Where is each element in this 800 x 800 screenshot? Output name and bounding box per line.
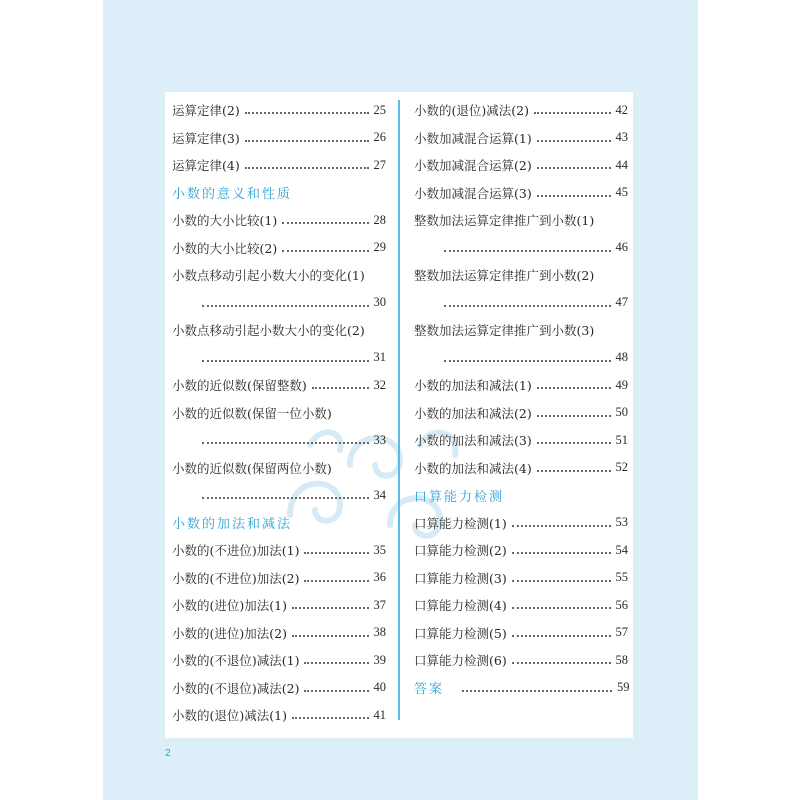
toc-page-number: 29: [373, 240, 386, 254]
toc-page-number: 57: [615, 625, 628, 639]
toc-entry[interactable]: [414, 375, 628, 395]
dot-leader: [312, 387, 369, 389]
toc-entry[interactable]: [414, 320, 628, 340]
toc-entry[interactable]: [172, 210, 386, 230]
toc-page-number: 52: [615, 460, 628, 474]
dot-leader: [534, 112, 611, 114]
toc-section-heading[interactable]: [172, 183, 292, 203]
toc-page-number: 46: [615, 240, 628, 254]
toc-entry[interactable]: [172, 375, 386, 395]
dot-leader: [245, 167, 369, 169]
toc-entry-continuation[interactable]: [172, 485, 386, 505]
toc-entry[interactable]: [414, 100, 628, 120]
toc-page-number: 49: [615, 377, 628, 392]
toc-entry[interactable]: [172, 265, 386, 285]
toc-page-number: 50: [615, 405, 628, 419]
toc-entry[interactable]: [414, 513, 628, 533]
toc-entry-continuation[interactable]: [414, 293, 628, 313]
toc-entry-title: 小数的大小比较(1): [172, 213, 278, 228]
dot-leader: [537, 140, 611, 142]
dot-leader: [537, 387, 611, 389]
toc-page-number: 58: [615, 652, 628, 667]
toc-entry-title: 运算定律(4): [172, 158, 240, 173]
toc-entry-title: 小数的(不进位)加法(1): [172, 543, 300, 558]
dot-leader: [304, 690, 368, 692]
toc-page-number: 33: [373, 432, 386, 447]
toc-section-heading[interactable]: [414, 678, 630, 698]
toc-entry-title: 小数的大小比较(2): [172, 240, 278, 256]
dot-leader: [282, 222, 368, 224]
dot-leader: [245, 140, 369, 142]
toc-entry[interactable]: [172, 595, 386, 615]
toc-entry[interactable]: [414, 155, 628, 175]
toc-page-number: 53: [615, 515, 628, 529]
toc-entry[interactable]: [172, 128, 386, 148]
toc-entry[interactable]: [172, 568, 386, 588]
toc-entry-title: 小数加减混合运算(3): [414, 185, 532, 201]
dot-leader: [304, 552, 368, 554]
toc-entry[interactable]: [172, 238, 386, 258]
toc-entry-title: 整数加法运算定律推广到小数(1): [414, 213, 595, 228]
dot-leader: [292, 607, 369, 609]
page-number: 2: [165, 748, 171, 759]
toc-page-number: 36: [373, 570, 386, 584]
dot-leader: [202, 360, 369, 362]
section-title: 小数的意义和性质: [172, 187, 293, 202]
toc-entry-title: 小数的近似数(保留两位小数): [172, 460, 332, 476]
toc-entry[interactable]: [414, 265, 628, 285]
toc-page-number: 38: [373, 625, 386, 639]
toc-entry-title: 口算能力检测(2): [414, 543, 507, 558]
dot-leader: [512, 525, 611, 527]
toc-page-number: 41: [373, 707, 386, 722]
toc-entry[interactable]: [414, 430, 628, 450]
toc-entry-title: 口算能力检测(6): [414, 653, 507, 668]
toc-entry-title: 运算定律(3): [172, 130, 240, 146]
toc-entry-title: 口算能力检测(5): [414, 625, 507, 641]
toc-entry-continuation[interactable]: [414, 238, 628, 258]
toc-entry-title: 整数加法运算定律推广到小数(3): [414, 323, 595, 338]
toc-page-number: 55: [615, 570, 628, 584]
toc-page-number: 32: [373, 377, 386, 392]
dot-leader: [537, 415, 611, 417]
toc-entry-title: 小数的加法和减法(2): [414, 405, 532, 421]
toc-entry[interactable]: [172, 678, 386, 698]
dot-leader: [202, 305, 369, 307]
toc-page-number: 39: [373, 652, 386, 667]
toc-entry-title: 小数的(进位)加法(2): [172, 625, 287, 641]
toc-entry-title: 口算能力检测(4): [414, 598, 507, 613]
dot-leader: [537, 442, 611, 444]
toc-section-heading[interactable]: [414, 485, 504, 505]
toc-page-number: 56: [615, 597, 628, 612]
toc-entry-title: 小数的近似数(保留一位小数): [172, 405, 332, 421]
toc-entry-title: 小数的(退位)减法(2): [414, 103, 529, 118]
dot-leader: [537, 195, 611, 197]
toc-entry-continuation[interactable]: [414, 348, 628, 368]
toc-section-heading[interactable]: [172, 513, 292, 533]
dot-leader: [304, 580, 368, 582]
toc-page-number: 37: [373, 597, 386, 612]
toc-entry-title: 小数加减混合运算(2): [414, 158, 532, 173]
toc-page-number: 31: [373, 350, 386, 364]
toc-entry[interactable]: [414, 458, 628, 478]
toc-entry-title: 小数的(进位)加法(1): [172, 598, 287, 613]
dot-leader: [512, 607, 611, 609]
toc-entry[interactable]: [172, 155, 386, 175]
toc-entry[interactable]: [172, 458, 386, 478]
toc-entry[interactable]: [414, 623, 628, 643]
dot-leader: [512, 580, 611, 582]
toc-entry[interactable]: [414, 210, 628, 230]
toc-entry-continuation[interactable]: [172, 430, 386, 450]
toc-entry[interactable]: [172, 540, 386, 560]
toc-page-number: 25: [373, 102, 386, 117]
toc-page-number: 42: [615, 102, 628, 117]
toc-entry-title: 小数的加法和减法(4): [414, 460, 532, 476]
section-title: 小数的加法和减法: [172, 517, 293, 532]
toc-entry[interactable]: [172, 705, 386, 725]
dot-leader: [537, 167, 611, 169]
dot-leader: [202, 497, 369, 499]
dot-leader: [282, 250, 368, 252]
dot-leader: [512, 552, 611, 554]
toc-entry-title: 小数点移动引起小数大小的变化(1): [172, 268, 365, 283]
toc-entry-title: 小数的(不退位)减法(2): [172, 680, 300, 696]
toc-entry[interactable]: [414, 403, 628, 423]
toc-entry[interactable]: [414, 540, 628, 560]
toc-page-number: 28: [373, 212, 386, 227]
toc-page-number: 27: [373, 157, 386, 172]
dot-leader: [537, 470, 611, 472]
toc-entry[interactable]: [172, 100, 386, 120]
column-divider: [398, 100, 400, 720]
dot-leader: [462, 690, 612, 692]
section-title: 口算能力检测: [414, 489, 505, 505]
toc-entry-continuation[interactable]: [172, 348, 386, 368]
toc-entry[interactable]: [172, 623, 386, 643]
toc-entry[interactable]: [414, 595, 628, 615]
toc-entry[interactable]: [172, 650, 386, 670]
toc-entry-title: 口算能力检测(1): [414, 515, 507, 531]
toc-entry-title: 小数的加法和减法(3): [414, 433, 532, 448]
dot-leader: [444, 305, 611, 307]
toc-page-number: 45: [615, 185, 628, 199]
toc-page-number: 35: [373, 542, 386, 557]
toc-entry-title: 小数加减混合运算(1): [414, 130, 532, 146]
dot-leader: [444, 250, 611, 252]
dot-leader: [292, 635, 369, 637]
dot-leader: [245, 112, 369, 114]
toc-page-number: 54: [615, 542, 628, 557]
dot-leader: [202, 442, 369, 444]
toc-entry[interactable]: [414, 128, 628, 148]
toc-entry-title: 小数的(不进位)加法(2): [172, 570, 300, 586]
toc-entry-title: 小数的(退位)减法(1): [172, 708, 287, 723]
toc-entry-continuation[interactable]: [172, 293, 386, 313]
toc-page-number: 26: [373, 130, 386, 144]
toc-entry[interactable]: [414, 183, 628, 203]
toc-page-number: 44: [615, 157, 628, 172]
dot-leader: [512, 662, 611, 664]
dot-leader: [292, 717, 369, 719]
toc-entry-title: 小数的(不退位)减法(1): [172, 653, 300, 668]
toc-page-number: 47: [615, 295, 628, 309]
toc-page-number: 30: [373, 295, 386, 309]
toc-entry-title: 运算定律(2): [172, 103, 240, 118]
toc-page-number: 43: [615, 130, 628, 144]
toc-entry-title: 小数点移动引起小数大小的变化(2): [172, 323, 365, 338]
toc-entry-title: 整数加法运算定律推广到小数(2): [414, 268, 595, 283]
toc-page-number: 48: [615, 350, 628, 364]
toc-entry[interactable]: [172, 320, 386, 340]
toc-entry[interactable]: [172, 403, 386, 423]
dot-leader: [444, 360, 611, 362]
section-title: 答案: [414, 682, 445, 697]
toc-page-number: 40: [373, 680, 386, 694]
toc-entry[interactable]: [414, 568, 628, 588]
toc-page-number: 59: [617, 680, 630, 694]
toc-page-number: 51: [615, 432, 628, 447]
toc-entry-title: 小数的近似数(保留整数): [172, 378, 307, 393]
cloud-pattern-decoration: [270, 405, 470, 555]
toc-page-number: 34: [373, 487, 386, 502]
toc-entry[interactable]: [414, 650, 628, 670]
toc-entry-title: 小数的加法和减法(1): [414, 378, 532, 393]
dot-leader: [304, 662, 368, 664]
toc-entry-title: 口算能力检测(3): [414, 570, 507, 586]
dot-leader: [512, 635, 611, 637]
